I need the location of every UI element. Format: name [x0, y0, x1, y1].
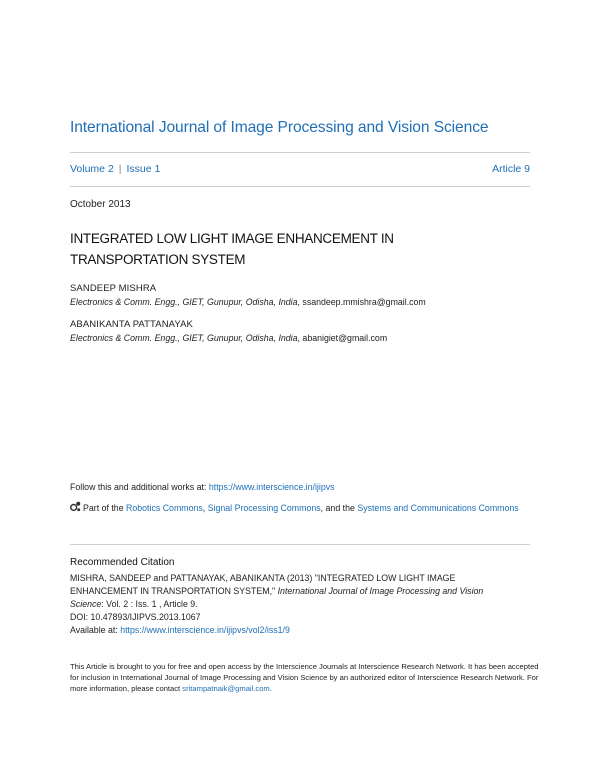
- follow-text: Follow this and additional works at:: [70, 482, 209, 492]
- signal-processing-commons-link[interactable]: Signal Processing Commons: [207, 503, 321, 513]
- author-affiliation: [70, 297, 426, 307]
- paper-title: [70, 228, 540, 270]
- citation-available: [70, 624, 540, 637]
- citation-line-2: [70, 585, 540, 598]
- available-prefix: Available at:: [70, 625, 121, 635]
- affiliation-comma: ,: [297, 333, 303, 343]
- network-icon: [70, 501, 81, 512]
- citation-journal: Science: [70, 599, 102, 609]
- footer-notice: [70, 661, 540, 694]
- journal-title[interactable]: International Journal of Image Processing and Vision Science: [70, 119, 489, 136]
- divider-bottom: [70, 186, 530, 187]
- citation-doi: DOI: 10.47893/IJIPVS.2013.1067: [70, 612, 201, 622]
- affiliation-text: Electronics & Comm. Engg., GIET, Gunupur, Odisha, India: [70, 333, 298, 343]
- affiliation-text: Electronics & Comm. Engg., GIET, Gunupur, Odisha, India: [70, 297, 298, 307]
- part-of-separator: , and the: [320, 503, 358, 513]
- volume-issue: [70, 163, 160, 175]
- citation-volume: : Vol. 2 : Iss. 1 , Article 9.: [101, 599, 198, 609]
- author-email: abanigiet@gmail.com: [302, 333, 388, 343]
- author-name: SANDEEP MISHRA: [70, 283, 157, 294]
- issue-link[interactable]: Issue 1: [126, 163, 161, 175]
- author-email: ssandeep.mmishra@gmail.com: [302, 297, 426, 307]
- citation-block: [70, 572, 540, 637]
- citation-text: ENHANCEMENT IN TRANSPORTATION SYSTEM,": [70, 586, 278, 596]
- part-of-line: [70, 500, 540, 516]
- part-of-separator: ,: [202, 503, 208, 513]
- robotics-commons-link[interactable]: Robotics Commons: [126, 503, 203, 513]
- citation-journal: International Journal of Image Processing and Vision: [277, 586, 484, 596]
- follow-line: [70, 482, 335, 492]
- volume-link[interactable]: Volume 2: [70, 163, 114, 175]
- affiliation-comma: ,: [297, 297, 303, 307]
- author-name: ABANIKANTA PATTANAYAK: [70, 319, 193, 330]
- publication-date: October 2013: [70, 199, 131, 210]
- paper-title-line-1: INTEGRATED LOW LIGHT IMAGE ENHANCEMENT IN: [70, 231, 394, 246]
- footer-end: .: [269, 684, 272, 693]
- meta-separator: |: [118, 163, 122, 175]
- article-link[interactable]: Article 9: [492, 163, 530, 175]
- part-of-prefix: Part of the: [83, 503, 127, 513]
- paper-title-line-2: TRANSPORTATION SYSTEM: [70, 252, 246, 267]
- divider-top: [70, 152, 530, 153]
- citation-heading: Recommended Citation: [70, 557, 175, 568]
- divider-citation: [70, 544, 530, 545]
- citation-line-3: [70, 598, 540, 611]
- author-affiliation: [70, 333, 387, 343]
- footer-text: This Article is brought to you for free and open access by the Interscience Journals at Interscience Research Network. It has been accepted for inclusion in International Journal of Image Processing and Vision Science by an authorized editor of Interscience Research Network. For more information, please contact: [70, 662, 539, 693]
- citation-line-1: MISHRA, SANDEEP and PATTANAYAK, ABANIKANTA (2013) "INTEGRATED LOW LIGHT IMAGE: [70, 573, 456, 583]
- systems-communications-commons-link[interactable]: Systems and Communications Commons: [357, 503, 519, 513]
- follow-link[interactable]: https://www.interscience.in/ijipvs: [208, 482, 335, 492]
- contact-email-link[interactable]: sritampatnaik@gmail.com: [182, 684, 270, 693]
- available-link[interactable]: https://www.interscience.in/ijipvs/vol2/iss1/9: [120, 625, 290, 635]
